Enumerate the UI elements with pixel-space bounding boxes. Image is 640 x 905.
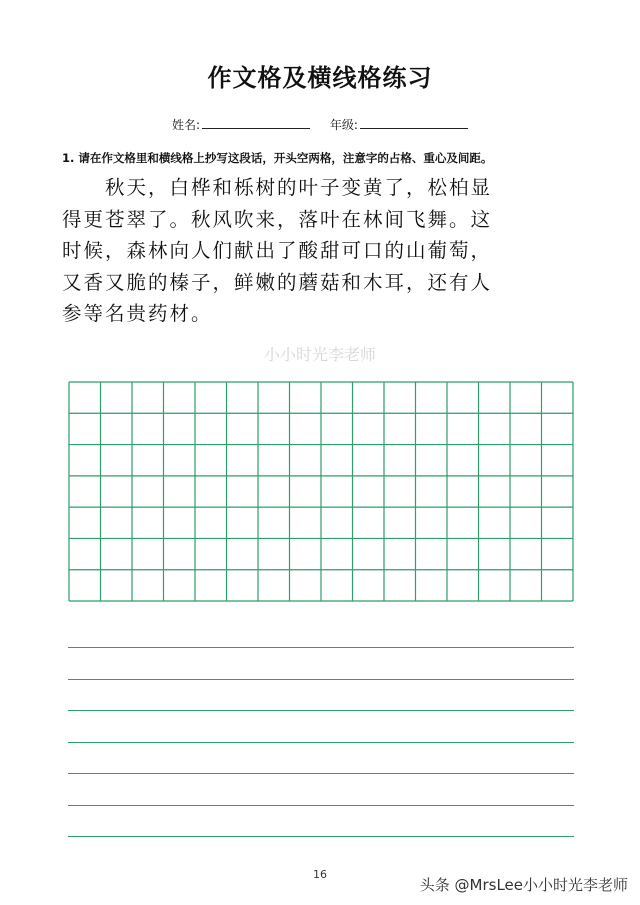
ruled-writing-line [68, 710, 574, 711]
name-blank-line [202, 116, 310, 129]
worksheet-title: 作文格及横线格练习 [207, 64, 433, 92]
watermark: 小小时光李老师 [263, 345, 376, 364]
passage-line: 得更苍翠了。秋风吹来，落叶在林间飞舞。这 [62, 207, 493, 231]
student-info-fields [0, 116, 640, 133]
page-number: 16 [313, 868, 327, 881]
name-label: 姓名: [172, 118, 201, 132]
passage-line: 参等名贵药材。 [62, 302, 213, 325]
grade-field [330, 116, 468, 133]
ruled-writing-line [68, 647, 574, 648]
copy-passage [62, 172, 582, 330]
source-credit: 头条 @MrsLee小小时光李老师 [419, 876, 628, 894]
ruled-writing-line [68, 805, 574, 806]
writing-grid [68, 381, 574, 602]
ruled-writing-line [68, 773, 574, 774]
instruction-text: 1. 请在作文格里和横线格上抄写这段话，开头空两格，注意字的占格、重心及间距。 [62, 151, 493, 165]
ruled-writing-line [68, 836, 574, 837]
grade-label: 年级: [329, 118, 358, 132]
name-field [172, 116, 310, 133]
ruled-writing-line [68, 742, 574, 743]
passage-line: 又香又脆的榛子，鲜嫩的蘑菇和木耳，还有人 [62, 270, 493, 294]
ruled-writing-line [68, 679, 574, 680]
passage-line: 时候，森林向人们献出了酸甜可口的山葡萄， [62, 239, 493, 262]
passage-line: 秋天，白桦和栎树的叶子变黄了，松柏显 [62, 176, 493, 199]
grade-blank-line [360, 116, 468, 129]
